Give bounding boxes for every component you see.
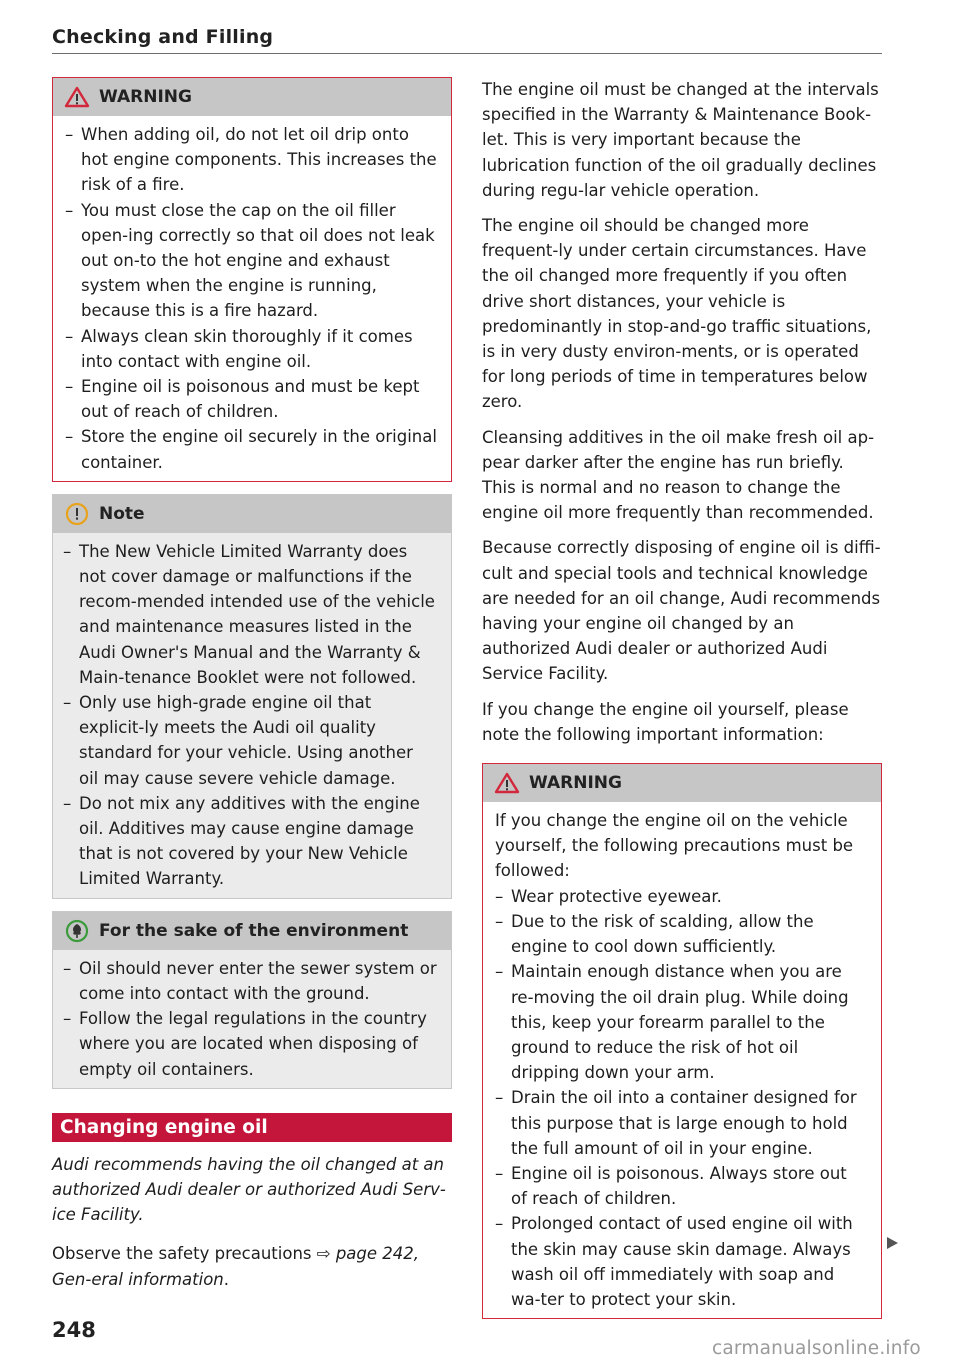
- warning-intro: If you change the engine oil on the vehicle yourself, the following precautions must be followed:: [495, 811, 854, 881]
- warning-list: [495, 884, 867, 1312]
- list-item: – Due to the risk of scalding, allow the engine to cool down sufficiently.: [495, 909, 867, 959]
- paragraph: Cleansing additives in the oil make fresh oil ap-pear darker after the engine has run briefly. This is normal and no reason to change the engine oil more frequently than recommended.: [482, 427, 875, 523]
- list-item: – Drain the oil into a container designed for this purpose that is large enough to hold the full amount of oil in your engine.: [495, 1085, 867, 1161]
- right-column: [482, 77, 882, 1331]
- section-intro: Audi recommends having the oil changed at an authorized Audi dealer or authorized Audi Serv-ice Facility.: [52, 1154, 446, 1225]
- warning-header: [483, 764, 881, 802]
- warning-list: [65, 122, 437, 475]
- list-item: – Always clean skin thoroughly if it comes into contact with engine oil.: [65, 324, 437, 374]
- page-reference-link[interactable]: ⇨ page 242, Gen-eral information: [52, 1244, 420, 1289]
- watermark: carmanualsonline.info: [712, 1338, 921, 1359]
- list-item: – Wear protective eyewear.: [495, 884, 867, 909]
- list-item: – The New Vehicle Limited Warranty does not cover damage or malfunctions if the recom-mended intended use of the vehicle and maintenance measures listed in the Audi Owner's Manual and the Warranty & Main-tenance Booklet were not followed.: [63, 539, 437, 690]
- info-icon: [63, 502, 91, 526]
- section-heading: Changing engine oil: [52, 1113, 452, 1142]
- list-item: – You must close the cap on the oil filler open-ing correctly so that oil does not leak out on-to the hot engine and exhaust system when the engine is running, because this is a fire hazard.: [65, 198, 437, 324]
- environment-box: [52, 911, 452, 1089]
- list-item: – Maintain enough distance when you are re-moving the oil drain plug. While doing this, keep your forearm parallel to the ground to reduce the risk of hot oil dripping down your arm.: [495, 959, 867, 1085]
- warning-header: [53, 78, 451, 116]
- warning-box: [52, 77, 452, 482]
- list-item: – When adding oil, do not let oil drip onto hot engine components. This increases the risk of a fire.: [65, 122, 437, 198]
- warning-triangle-icon: [493, 771, 521, 795]
- page-header: [52, 26, 882, 48]
- note-header: [53, 495, 451, 533]
- observe-text: Observe the safety precautions: [52, 1244, 317, 1264]
- note-list: [63, 539, 437, 892]
- paragraph: If you change the engine oil yourself, please note the following important information:: [482, 699, 849, 744]
- environment-list: [63, 956, 437, 1082]
- list-item: – Store the engine oil securely in the original container.: [65, 424, 437, 474]
- list-item: – Follow the legal regulations in the country where you are located when disposing of empty oil containers.: [63, 1006, 437, 1082]
- left-column: [52, 77, 452, 1302]
- page-number: 248: [52, 1318, 96, 1342]
- list-item: – Oil should never enter the sewer system or come into contact with the ground.: [63, 956, 437, 1006]
- continue-arrow-icon: [887, 1237, 898, 1249]
- observe-paragraph: [52, 1241, 452, 1291]
- warning-title: WARNING: [529, 773, 622, 794]
- warning-triangle-icon: [63, 85, 91, 109]
- list-item: – Engine oil is poisonous. Always store out of reach of children.: [495, 1161, 867, 1211]
- paragraph: The engine oil must be changed at the intervals specified in the Warranty & Maintenance Book-let. This is very important because the lubrication function of the oil gradually declines during regu-lar vehicle operation.: [482, 80, 879, 200]
- paragraph: Because correctly disposing of engine oil is diffi-cult and special tools and technical knowledge are needed for an oil change, Audi recommends having your engine oil changed by an authorized Audi dealer or authorized Audi Service Facility.: [482, 538, 881, 684]
- environment-header: [53, 912, 451, 950]
- list-item: – Only use high-grade engine oil that explicit-ly meets the Audi oil quality standard for your vehicle. Using another oil may cause severe vehicle damage.: [63, 690, 437, 791]
- list-item: – Engine oil is poisonous and must be kept out of reach of children.: [65, 374, 437, 424]
- warning-box-right: [482, 763, 882, 1319]
- tree-icon: [63, 919, 91, 943]
- note-box: [52, 494, 452, 899]
- list-item: – Prolonged contact of used engine oil with the skin may cause skin damage. Always wash oil off immediately with soap and wa-ter to protect your skin.: [495, 1211, 867, 1312]
- note-title: Note: [99, 503, 145, 524]
- warning-title: WARNING: [99, 87, 192, 107]
- header-rule: [52, 53, 882, 54]
- observe-suffix: .: [223, 1269, 229, 1289]
- header-title: Checking and Filling: [52, 26, 274, 48]
- environment-title: For the sake of the environment: [99, 920, 409, 941]
- list-item: – Do not mix any additives with the engine oil. Additives may cause engine damage that is not covered by your New Vehicle Limited Warranty.: [63, 791, 437, 892]
- paragraph: The engine oil should be changed more frequent-ly under certain circumstances. Have the oil changed more frequently if you often drive short distances, your vehicle is predominantly in stop-and-go traffic situations, is in very dusty environ-ments, or is operated for long periods of time in temperatures below zero.: [482, 216, 872, 412]
